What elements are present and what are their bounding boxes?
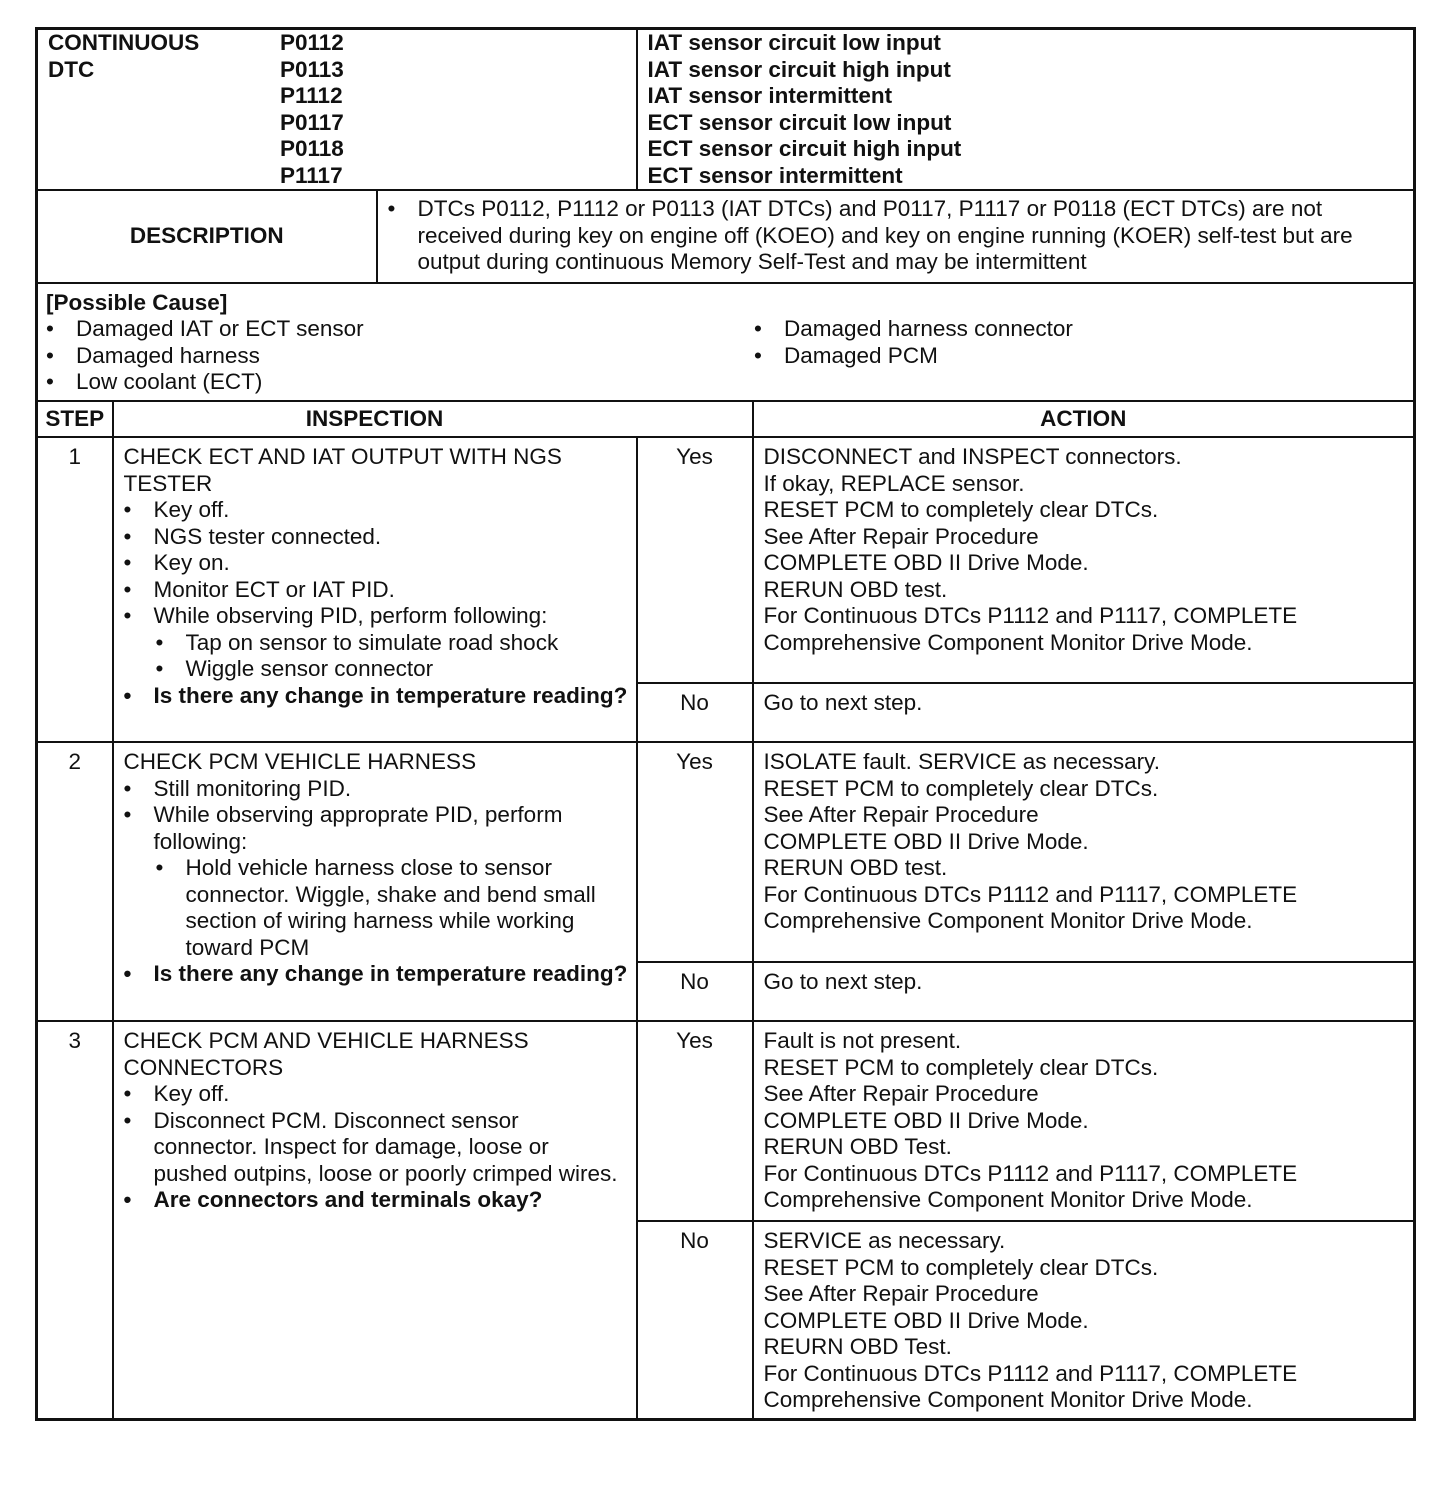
action-line: See After Repair Procedure (763, 802, 1039, 827)
bullet-icon: • (123, 1187, 132, 1212)
description-text: DTCs P0112, P1112 or P0113 (IAT DTCs) and P0117, P1117 or P0118 (ECT DTCs) are not received during key on engine off (KOEO) and key on engine running (KOER) self-test but are output during continuous Memory Self-Test and may be intermittent (417, 196, 1353, 274)
bullet-icon: • (754, 316, 762, 341)
dtc-label-cell (37, 29, 637, 191)
inspection-bullet: Key on. (153, 550, 230, 575)
dtc-code-rows (48, 30, 636, 189)
cause-item: Damaged harness connector (784, 316, 1073, 341)
no-action-cell (753, 1221, 1415, 1419)
dtc-desc: IAT sensor circuit low input (647, 30, 941, 55)
inspection-bullet: Monitor ECT or IAT PID. (153, 576, 395, 602)
action-line: For Continuous DTCs P1112 and P1117, COMPLETE (763, 881, 1298, 907)
inspection-cell (113, 742, 637, 1021)
dtc-code: P1112 (280, 83, 343, 108)
inspection-bullet: Key off. (153, 1081, 230, 1106)
action-line: SERVICE as necessary. (763, 1228, 1006, 1253)
action-line: Comprehensive Component Monitor Drive Mode. (763, 908, 1253, 933)
step-number: 3 (37, 1021, 113, 1419)
action-line: Comprehensive Component Monitor Drive Mode. (763, 1387, 1253, 1412)
bullet-icon: • (123, 961, 132, 986)
dtc-header-row (37, 29, 1415, 191)
action-line: Go to next step. (763, 690, 923, 715)
dtc-code: P1117 (280, 162, 343, 188)
no-label: No (637, 962, 753, 1021)
bullet-icon: • (155, 855, 164, 880)
bullet-icon: • (123, 523, 132, 549)
cause-list-left (46, 316, 754, 396)
bullet-icon: • (155, 656, 164, 681)
yes-label: Yes (637, 742, 753, 962)
action-line: RESET PCM to completely clear DTCs. (763, 1254, 1159, 1280)
action-line: RERUN OBD test. (763, 855, 948, 880)
dtc-desc: IAT sensor intermittent (647, 83, 893, 108)
action-line: Go to next step. (763, 969, 923, 994)
step-row (37, 742, 1415, 962)
inspection-bullet: While observing PID, perform following: (153, 603, 548, 628)
cause-item: Damaged IAT or ECT sensor (76, 316, 364, 341)
inspection-cell (113, 1021, 637, 1419)
bullet-icon: • (123, 682, 132, 708)
bullet-icon: • (754, 342, 762, 368)
dtc-description-list (637, 29, 1415, 191)
dtc-desc: ECT sensor circuit low input (647, 109, 952, 135)
action-line: COMPLETE OBD II Drive Mode. (763, 550, 1089, 575)
inspection-sub-bullet: Wiggle sensor connector (185, 656, 434, 681)
action-line: RESET PCM to completely clear DTCs. (763, 497, 1159, 522)
cause-item: Low coolant (ECT) (76, 369, 263, 394)
inspection-bullet: Disconnect PCM. Disconnect sensor connector. Inspect for damage, loose or pushed outpins, loose or poorly crimped wires. (153, 1107, 618, 1186)
action-line: COMPLETE OBD II Drive Mode. (763, 828, 1089, 854)
inspection-sub-bullet: Tap on sensor to simulate road shock (185, 629, 559, 655)
description-label: DESCRIPTION (37, 190, 377, 283)
description-text-cell (377, 190, 1415, 283)
possible-cause-row (37, 283, 1415, 401)
dtc-code: P0117 (280, 109, 344, 135)
no-action-cell (753, 683, 1415, 742)
action-line: RERUN OBD test. (763, 576, 948, 602)
yes-label: Yes (637, 437, 753, 683)
inspection-bullet: Still monitoring PID. (153, 775, 352, 801)
diagnostic-table (35, 27, 1416, 1421)
action-line: For Continuous DTCs P1112 and P1117, COMPLETE (763, 603, 1298, 628)
bullet-icon: • (123, 603, 132, 628)
yes-label: Yes (637, 1021, 753, 1221)
possible-cause-title: [Possible Cause] (46, 289, 228, 315)
inspection-title: CONNECTORS (123, 1054, 284, 1080)
bullet-icon: • (123, 497, 132, 522)
dtc-desc: IAT sensor circuit high input (647, 56, 951, 82)
dtc-code: P0118 (280, 136, 344, 161)
action-line: See After Repair Procedure (763, 1081, 1039, 1106)
dtc-desc: ECT sensor intermittent (647, 162, 903, 188)
step-number: 2 (37, 742, 113, 1021)
step-column-header: STEP (37, 401, 113, 438)
column-header-row (37, 401, 1415, 438)
inspection-title: TESTER (123, 470, 213, 496)
bullet-icon: • (123, 802, 132, 827)
action-line: If okay, REPLACE sensor. (763, 470, 1025, 496)
dtc-label-line2: DTC (48, 56, 95, 82)
action-line: For Continuous DTCs P1112 and P1117, COMPLETE (763, 1160, 1298, 1186)
bullet-icon: • (155, 629, 164, 655)
action-line: DISCONNECT and INSPECT connectors. (763, 444, 1182, 469)
inspection-sub-bullet: Hold vehicle harness close to sensor connector. Wiggle, shake and bend small section of wiring harness while working toward PCM (185, 855, 596, 960)
bullet-icon: • (123, 1081, 132, 1106)
step-row (37, 1021, 1415, 1221)
bullet-icon: • (46, 369, 54, 394)
inspection-bullet: Key off. (153, 497, 230, 522)
action-line: COMPLETE OBD II Drive Mode. (763, 1307, 1089, 1333)
inspection-cell (113, 437, 637, 742)
dtc-code: P0112 (280, 30, 344, 55)
action-line: RESET PCM to completely clear DTCs. (763, 1054, 1159, 1080)
bullet-icon: • (123, 775, 132, 801)
inspection-bullet: While observing approprate PID, perform following: (153, 802, 563, 854)
dtc-label-line1: CONTINUOUS (48, 30, 200, 55)
action-line: RERUN OBD Test. (763, 1134, 952, 1159)
action-line: ISOLATE fault. SERVICE as necessary. (763, 749, 1160, 774)
action-line: For Continuous DTCs P1112 and P1117, COMPLETE (763, 1360, 1298, 1386)
cause-list-right (754, 316, 1405, 396)
action-line: Comprehensive Component Monitor Drive Mode. (763, 629, 1253, 655)
yes-action-cell (753, 742, 1415, 962)
description-row (37, 190, 1415, 283)
action-column-header: ACTION (753, 401, 1415, 438)
dtc-desc: ECT sensor circuit high input (647, 136, 962, 161)
action-line: RESET PCM to completely clear DTCs. (763, 775, 1159, 801)
possible-cause-cell (37, 283, 1415, 401)
yes-action-cell (753, 437, 1415, 683)
step-row (37, 437, 1415, 683)
no-label: No (637, 683, 753, 742)
bullet-icon: • (46, 316, 54, 341)
inspection-title: CHECK ECT AND IAT OUTPUT WITH NGS (123, 444, 562, 469)
inspection-bullet: NGS tester connected. (153, 523, 382, 549)
action-line: Fault is not present. (763, 1028, 962, 1053)
inspection-title: CHECK PCM VEHICLE HARNESS (123, 749, 477, 774)
no-action-cell (753, 962, 1415, 1021)
bullet-icon: • (123, 576, 132, 602)
bullet-icon: • (123, 1107, 132, 1133)
no-label: No (637, 1221, 753, 1419)
step-number: 1 (37, 437, 113, 742)
cause-item: Damaged PCM (784, 342, 938, 368)
inspection-question: Is there any change in temperature reading? (153, 682, 628, 708)
action-line: REURN OBD Test. (763, 1334, 952, 1359)
action-line: See After Repair Procedure (763, 1281, 1039, 1306)
inspection-question: Are connectors and terminals okay? (153, 1187, 543, 1212)
bullet-icon: • (123, 550, 132, 575)
action-line: Comprehensive Component Monitor Drive Mode. (763, 1187, 1253, 1212)
inspection-question: Is there any change in temperature reading? (153, 961, 628, 986)
bullet-icon: • (46, 342, 54, 368)
cause-item: Damaged harness (76, 342, 260, 368)
yes-action-cell (753, 1021, 1415, 1221)
dtc-code: P0113 (280, 56, 344, 82)
action-line: See After Repair Procedure (763, 523, 1039, 549)
action-line: COMPLETE OBD II Drive Mode. (763, 1107, 1089, 1133)
inspection-column-header: INSPECTION (113, 401, 753, 438)
inspection-title: CHECK PCM AND VEHICLE HARNESS (123, 1028, 529, 1053)
bullet-icon: • (387, 196, 396, 221)
